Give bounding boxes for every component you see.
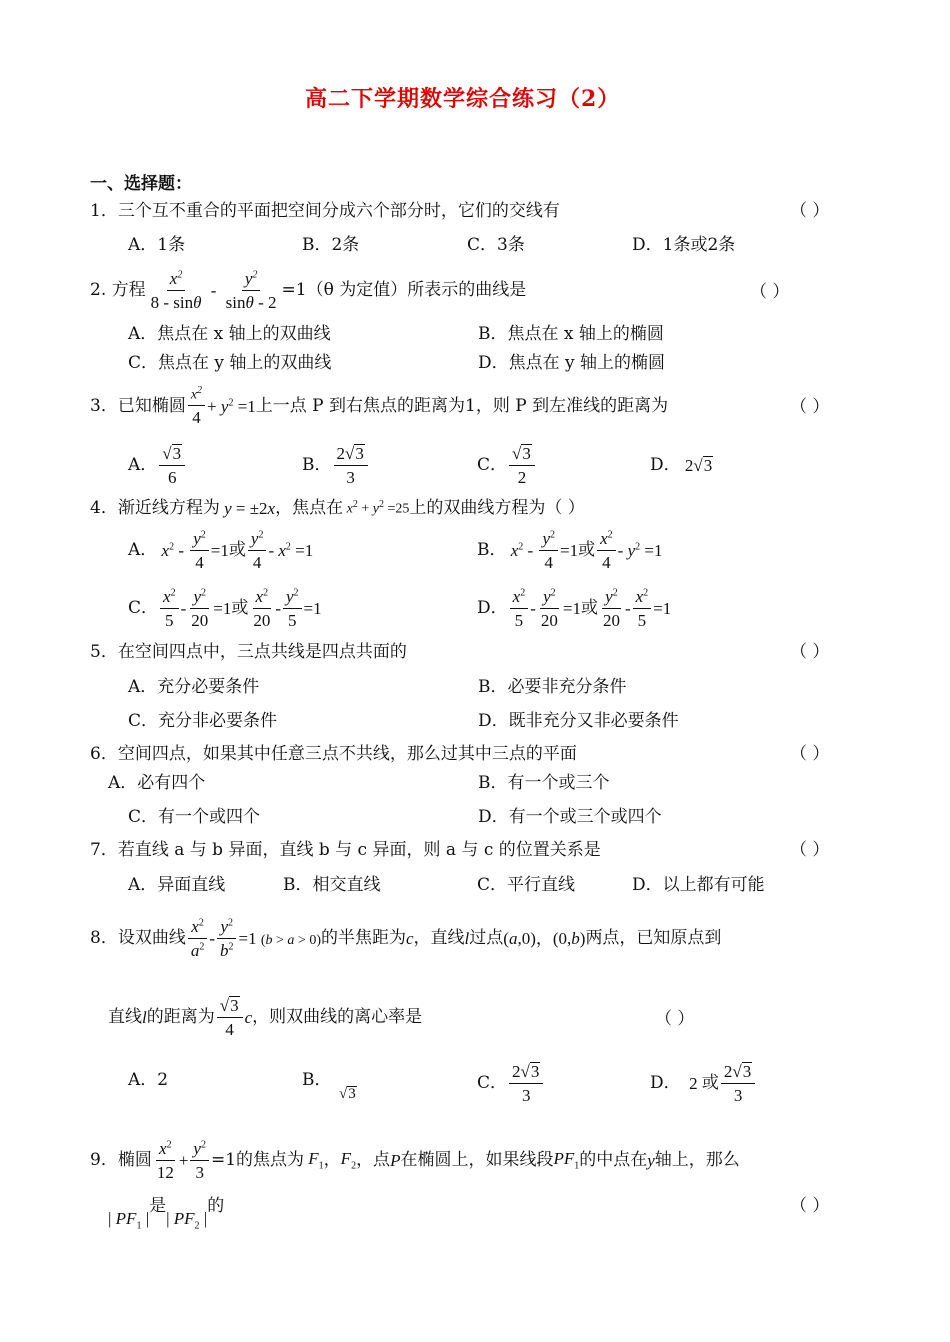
q5-option-d: D．既非充分又非必要条件 xyxy=(478,711,679,731)
q3-option-b: B． $\frac{2√3}{3}$ xyxy=(302,444,370,487)
q3-option-a: A． $\frac{√3}{6}$ xyxy=(128,444,187,487)
q9-text-3: 在椭圆上，如果线段 xyxy=(400,1150,554,1171)
q7-option-d: D．以上都有可能 xyxy=(632,875,765,895)
q8-option-c: C． $\frac{2√3}{3}$ xyxy=(477,1062,545,1105)
answer-blank-9: （ ） xyxy=(790,1196,830,1216)
q3-text: 上一点 P 到右焦点的距离为1，则 P 到左准线的距离为 xyxy=(255,396,669,417)
q4-text-2: ，焦点在 xyxy=(275,498,344,518)
q8-option-b: B． √3 xyxy=(302,1070,356,1102)
question-8-line2: 直线 l 的距离为 $\frac{√3}{4}$ c ，则双曲线的离心率是 xyxy=(108,996,423,1039)
question-8-stem: 8．设双曲线 $\frac{x^2}{a^2}$ - $\frac{y^2}{b^2}$ =1 (b > a > 0) 的半焦距为 c ，直线 l 过点 (a,0)，(0,b) 两点，已知原点到 xyxy=(90,917,722,960)
q6-option-c: C．有一个或四个 xyxy=(128,807,261,827)
q9-text-2: ，点 xyxy=(356,1150,391,1171)
q8-text-1: 的半焦距为 xyxy=(320,928,406,949)
q8-line2-text-a: 直线 xyxy=(108,1006,142,1027)
q4-option-d: D． $\frac{x^2}{5}$ - $\frac{y^2}{20}$ =1 或 $\frac{y^2}{20}$ - $\frac{x^2}{5}$ =1 xyxy=(477,587,672,630)
q9-text-1: =1的焦点为 xyxy=(210,1150,305,1171)
answer-blank-5: （ ） xyxy=(790,642,830,662)
q1-option-b: B．2条 xyxy=(302,235,360,255)
q2-fraction-2: $\frac{y^2}{\sin\theta - 2}$ xyxy=(225,269,277,312)
q4-b-or: 或 xyxy=(578,540,596,561)
q8-d-label: D． xyxy=(650,1072,681,1093)
section-heading: 一、选择题： xyxy=(90,174,192,194)
q2-option-d: D．焦点在 y 轴上的椭圆 xyxy=(478,353,666,373)
q9-de: 的 xyxy=(207,1196,225,1216)
q3-d-label: D． xyxy=(650,454,681,475)
q7-option-c: C．平行直线 xyxy=(477,875,576,895)
q3-option-c: C． $\frac{√3}{2}$ xyxy=(477,444,537,487)
q4-text-1: 4．渐近线方程为 xyxy=(90,498,220,518)
page-title: 高二下学期数学综合练习（2） xyxy=(305,86,621,112)
answer-blank-3: （ ） xyxy=(790,397,830,417)
question-1-stem: 1．三个互不重合的平面把空间分成六个部分时，它们的交线有 xyxy=(90,201,560,221)
q8-line2-text-b: 的距离为 xyxy=(146,1006,215,1027)
q5-option-c: C．充分非必要条件 xyxy=(128,711,278,731)
q4-d-label: D． xyxy=(477,598,508,619)
q8-d-or: 或 xyxy=(701,1072,719,1093)
q2-option-b: B．焦点在 x 轴上的椭圆 xyxy=(478,324,664,344)
answer-blank-2: （ ） xyxy=(750,282,790,302)
q4-option-c: C． $\frac{x^2}{5}$ - $\frac{y^2}{20}$ =1 或 $\frac{x^2}{20}$ - $\frac{y^2}{5}$ =1 xyxy=(128,587,322,630)
q1-option-c: C．3条 xyxy=(467,235,525,255)
q3-fraction: $\frac{x^2}{4}$ xyxy=(188,386,205,427)
answer-blank-4: （ ） xyxy=(545,498,585,518)
q1-option-a: A．1条 xyxy=(128,235,186,255)
q7-option-a: A．异面直线 xyxy=(128,875,226,895)
q3-b-label: B． xyxy=(302,454,332,475)
q8-text-4: 两点，已知原点到 xyxy=(585,928,722,949)
q7-option-b: B．相交直线 xyxy=(283,875,381,895)
q4-c-label: C． xyxy=(128,598,159,619)
q2-label: 2. 方程 xyxy=(90,280,146,301)
q4-text-3: 上的双曲线方程为 xyxy=(409,498,546,518)
question-9-line2: | $PF_1$ | 是 | $PF_2$ | 的 xyxy=(108,1196,225,1232)
question-2-stem: 2. 方程 $\frac{x^2}{8 - \sin\theta}$ - $\frac{y^2}{\sin\theta - 2}$ =1（θ 为定值）所表示的曲线是 xyxy=(90,269,527,312)
q8-option-a: A．2 xyxy=(128,1070,169,1090)
q4-b-label: B． xyxy=(477,540,507,561)
q4-a-label: A． xyxy=(128,540,158,561)
q3-a-label: A． xyxy=(128,454,158,475)
q8-label: 8．设双曲线 xyxy=(90,928,186,949)
q6-option-a: A．必有四个 xyxy=(108,773,206,793)
q5-option-a: A．充分必要条件 xyxy=(128,677,260,697)
q8-c-label: C． xyxy=(477,1072,508,1093)
question-9-stem: 9．椭圆 $\frac{x^2}{12}$ + $\frac{y^2}{3}$ =1的焦点为 $F_1$ ， $F_2$ ，点 P 在椭圆上，如果线段 $PF_1$ 的中点在 y 轴上，那么 xyxy=(90,1139,740,1182)
q2-tail: =1（θ 为定值）所表示的曲线是 xyxy=(281,280,527,301)
q8-text-3: 过点 xyxy=(469,928,504,949)
q4-a-or: 或 xyxy=(228,540,246,561)
q8-option-d: D． 2 或 $\frac{2√3}{3}$ xyxy=(650,1062,757,1105)
answer-blank-1: （ ） xyxy=(790,201,830,221)
answer-blank-7: （ ） xyxy=(790,840,830,860)
q9-text-4: 的中点在 xyxy=(579,1150,648,1171)
q9-shi: 是 xyxy=(149,1196,167,1216)
answer-blank-6: （ ） xyxy=(790,744,830,764)
q6-option-d: D．有一个或三个或四个 xyxy=(478,807,662,827)
q9-text-5: 轴上，那么 xyxy=(654,1150,740,1171)
q2-option-c: C．焦点在 y 轴上的双曲线 xyxy=(128,353,332,373)
q8-line2-text-c: ，则双曲线的离心率是 xyxy=(252,1006,423,1027)
answer-blank-8: （ ） xyxy=(655,1009,695,1029)
q6-option-b: B．有一个或三个 xyxy=(478,773,610,793)
question-6-stem: 6．空间四点，如果其中任意三点不共线，那么过其中三点的平面 xyxy=(90,744,577,764)
q3-label: 3．已知椭圆 xyxy=(90,396,186,417)
q4-c-or: 或 xyxy=(231,598,249,619)
q5-option-b: B．必要非充分条件 xyxy=(478,677,627,697)
q9-label: 9．椭圆 xyxy=(90,1150,152,1171)
q2-fraction-1: $\frac{x^2}{8 - \sin\theta}$ xyxy=(150,269,202,312)
q8-text-2: ，直线 xyxy=(413,928,465,949)
q4-d-or: 或 xyxy=(580,598,598,619)
q4-option-b: B． $x^2$ - $\frac{y^2}{4}$ =1 或 $\frac{x^2}{4}$ - $y^2 =1$ xyxy=(477,529,663,572)
q3-c-label: C． xyxy=(477,454,508,475)
q2-option-a: A．焦点在 x 轴上的双曲线 xyxy=(128,324,331,344)
question-7-stem: 7．若直线 a 与 b 异面，直线 b 与 c 异面，则 a 与 c 的位置关系是 xyxy=(90,840,601,860)
question-3-stem: 3．已知椭圆 $\frac{x^2}{4}$ + $y^2 =1$ 上一点 P 到右焦点的距离为1，则 P 到左准线的距离为 xyxy=(90,385,669,428)
q1-option-d: D．1条或2条 xyxy=(632,235,736,255)
question-5-stem: 5．在空间四点中，三点共线是四点共面的 xyxy=(90,642,407,662)
q4-option-a: A． $x^2$ - $\frac{y^2}{4}$ =1 或 $\frac{y^2}{4}$ - $x^2 =1$ xyxy=(128,529,314,572)
question-4-stem: 4．渐近线方程为 y = ±2x ，焦点在 $x^2 + y^2 =25$ 上的双曲线方程为 （ ） xyxy=(90,498,585,518)
q8-b-label: B． xyxy=(302,1070,332,1090)
q3-option-d: D． 2√3 xyxy=(650,454,713,475)
